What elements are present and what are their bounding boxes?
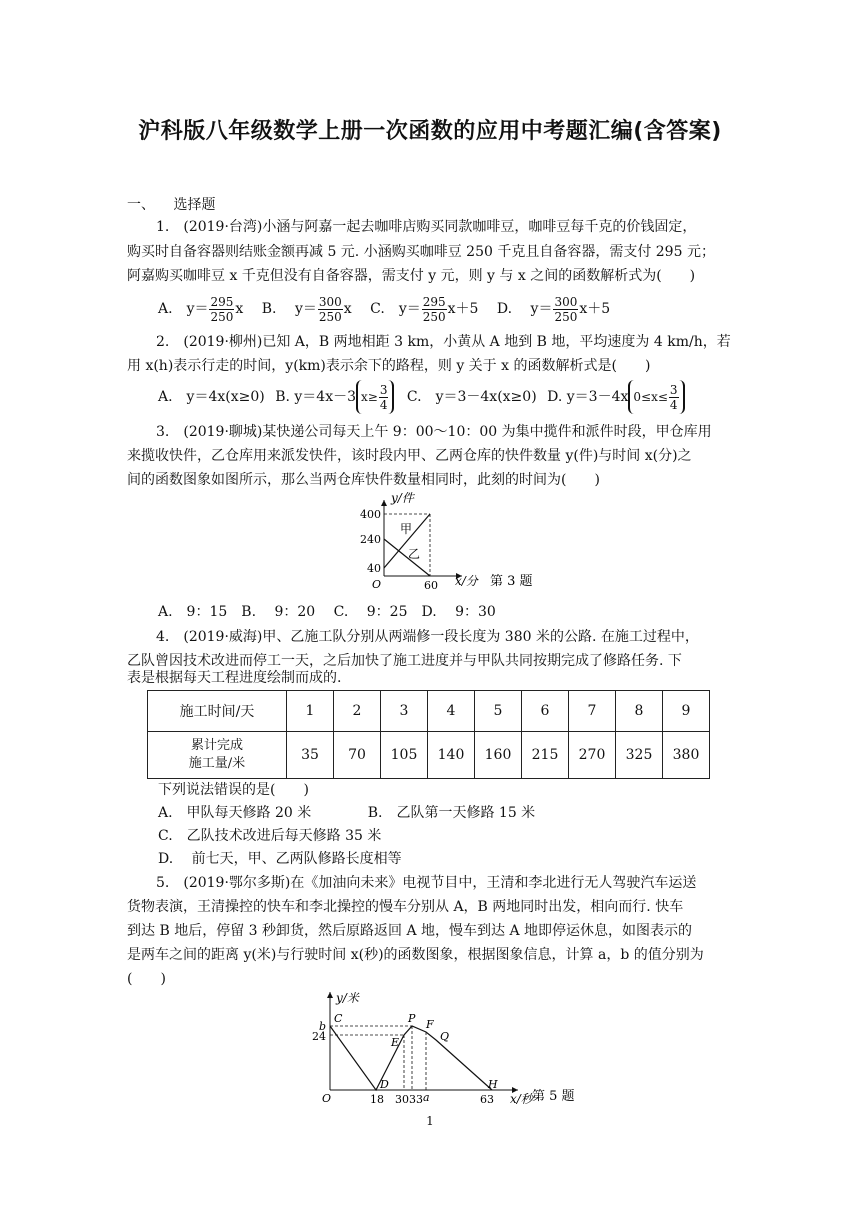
q4-table [147,690,710,779]
q4-amount: 325 [616,732,663,779]
q4-day: 8 [616,691,663,732]
q3-y-tick-40: 40 [367,562,381,575]
q5-x-tick-30: 30 [395,1093,409,1106]
q1-option-d: D. y＝ $\frac{300}{250}$ x＋5 [496,294,611,324]
q2-option-b: B. y＝4x－3 x≥ $\frac{3}{4}$ [275,389,394,405]
q5-point-q: Q [440,1030,450,1043]
q4-amount: 140 [428,732,475,779]
q4-day: 5 [475,691,522,732]
q5-point-d: D [380,1078,389,1091]
q4-day: 9 [663,691,710,732]
q1-option-a: A. y＝ $\frac{295}{250}$ x [158,294,244,324]
table-row [148,732,710,779]
q3-line-2: 来揽收快件，乙仓库用来派发快件，该时段内甲、乙两仓库的快件数量 y(件)与时间 x(分)之 [127,448,692,464]
q5-line-3: 到达 B 地后，停留 3 秒卸货，然后原路返回 A 地，慢车到达 A 地即停运休息，如图表示的 [127,923,693,939]
q2-option-d: D. y＝3－4x 0≤x≤ $\frac{3}{4}$ [547,389,684,405]
q2-option-c: C. y＝3－4x(x≥0) [406,389,537,405]
q4-option-c: C. 乙队技术改进后每天修路 35 米 [158,828,382,844]
q5-line-1: 5. (2019·鄂尔多斯)在《加油向未来》电视节目中，王清和李北进行无人驾驶汽车运送 [156,875,697,891]
page-title: 沪科版八年级数学上册一次函数的应用中考题汇编(含答案) [138,119,722,144]
q4-option-b: B. 乙队第一天修路 15 米 [367,805,536,821]
q5-x-label: x/秒 [510,1092,533,1106]
q1-line-2: 购买时自备容器则结账金额再减 5 元. 小涵购买咖啡豆 250 千克且自备容器，需支付 295 元； [127,244,715,260]
q5-y-tick-24: 24 [312,1030,326,1043]
q1-option-c: C. y＝ $\frac{295}{250}$ x＋5 [370,294,479,324]
q4-day: 6 [522,691,569,732]
q4-header-amount: 累计完成 施工量/米 [148,732,287,779]
q4-option-a: A. 甲队每天修路 20 米 [158,805,312,821]
q3-y-tick-240: 240 [360,533,381,546]
q5-x-tick-18: 18 [370,1093,384,1106]
q4-options-ab [158,803,535,823]
q4-amount: 380 [663,732,710,779]
q2-line-1: 2. (2019·柳州)已知 A，B 两地相距 3 km，小黄从 A 地到 B 地，平均速度为 4 km/h，若 [156,334,731,350]
q1-line-1: 1. (2019·台湾)小涵与阿嘉一起去咖啡店购买同款咖啡豆，咖啡豆每千克的价钱固定， [156,219,697,235]
q5-point-f: F [426,1018,434,1031]
q4-amount: 160 [475,732,522,779]
q2-line-2: 用 x(h)表示行走的时间，y(km)表示余下的路程，则 y 关于 x 的函数解析式是( ) [127,358,651,374]
q5-x-tick-63: 63 [480,1093,494,1106]
q2-options [158,380,685,414]
q4-line-2: 乙队曾因技术改进而停工一天，之后加快了施工进度并与甲队共同按期完成了修路任务. 下 [127,653,682,669]
q3-line-1: 3. (2019·聊城)某快递公司每天上午 9：00～10：00 为集中揽件和派件时段，甲仓库用 [156,424,712,440]
table-row [148,691,710,732]
q4-option-d: D. 前七天，甲、乙两队修路长度相等 [158,851,402,867]
q5-line-5: ( ) [127,971,166,987]
q5-origin: O [322,1092,332,1105]
q3-y-tick-400: 400 [360,508,381,521]
q1-line-3: 阿嘉购买咖啡豆 x 千克但没有自备容器，需支付 y 元，则 y 与 x 之间的函数解析式为( ) [127,268,696,284]
q4-day: 7 [569,691,616,732]
q4-line-1: 4. (2019·威海)甲、乙施工队分别从两端修一段长度为 380 米的公路. 在施工过程中， [156,629,699,645]
q3-label-jia: 甲 [400,522,413,536]
section-label: 选择题 [173,197,216,213]
q4-amount: 270 [569,732,616,779]
q4-question: 下列说法错误的是( ) [158,782,309,798]
q4-day: 1 [287,691,334,732]
q3-x-tick-60: 60 [424,579,438,592]
q5-distance-line [330,1026,492,1090]
q4-amount: 105 [381,732,428,779]
q3-origin: O [372,578,382,591]
q3-caption: 第 3 题 [490,574,533,589]
section-heading [127,195,215,215]
q4-amount: 70 [334,732,381,779]
q5-x-tick-a: a [423,1091,430,1104]
q3-options: A. 9：15 B. 9：20 C. 9：25 D. 9：30 [158,604,496,620]
q5-x-tick-33: 33 [409,1093,423,1106]
q4-amount: 215 [522,732,569,779]
q4-line-3: 表是根据每天工程进度绘制而成的. [127,670,342,686]
q4-day: 2 [334,691,381,732]
q5-point-p: P [408,1012,416,1025]
page-number: 1 [426,1114,434,1128]
q3-x-label: x/分 [455,574,478,588]
q4-header-days: 施工时间/天 [148,691,287,732]
q5-line-4: 是两车之间的距离 y(米)与行驶时间 x(秒)的函数图象，根据图象信息，计算 a，b 的值分别为 [127,947,704,963]
q5-caption: 第 5 题 [532,1089,575,1104]
q1-option-b: B. y＝ $\frac{300}{250}$ x [261,294,352,324]
q5-graph [300,988,600,1110]
q5-point-h: H [488,1078,498,1091]
q5-point-e: E [391,1036,400,1049]
q3-line-3: 间的函数图象如图所示，那么当两仓库快件数量相同时，此刻的时间为( ) [127,472,600,488]
q2-option-a: A. y＝4x(x≥0) [158,389,265,405]
q5-y-tick-b: b [318,1020,326,1033]
q3-label-yi: 乙 [408,547,421,561]
q4-day: 3 [381,691,428,732]
q5-point-c: C [334,1012,343,1025]
q5-line-2: 货物表演，王清操控的快车和李北操控的慢车分别从 A，B 两地同时出发，相向而行. 快车 [127,899,684,915]
section-number: 一、 [127,197,155,213]
q3-graph [350,492,550,594]
q1-options [158,294,610,324]
q3-y-label: y/件 [391,492,414,505]
q4-day: 4 [428,691,475,732]
q5-y-label: y/米 [336,991,359,1005]
q3-line-yi [384,539,430,576]
q4-amount: 35 [287,732,334,779]
